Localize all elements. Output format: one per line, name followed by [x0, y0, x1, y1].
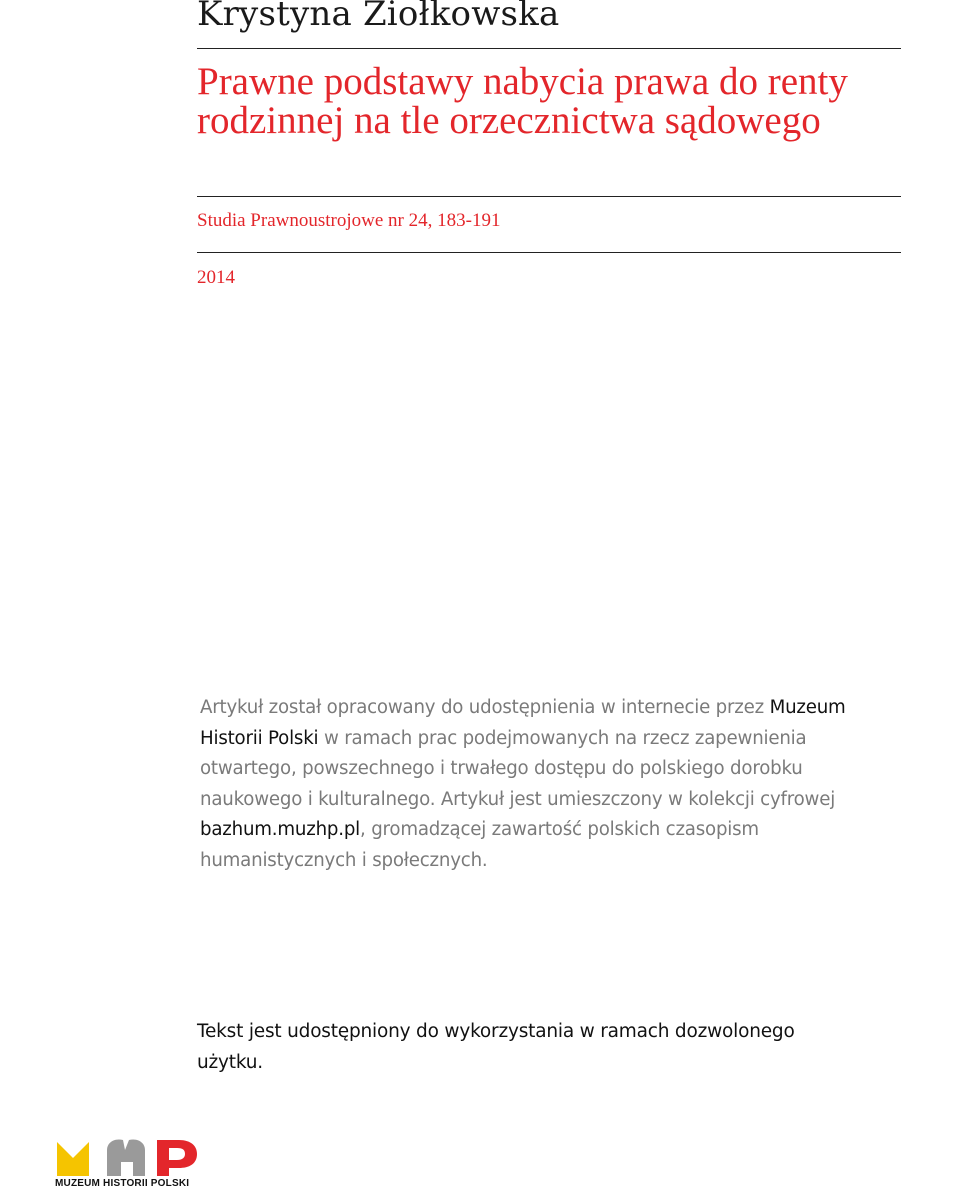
availability-notice: [200, 693, 900, 876]
museum-name: Muzeum Historii Polski: [200, 697, 846, 749]
usage-notice: Tekst jest udostępniony do wykorzystania w ramach dozwolonego użytku.: [197, 1021, 795, 1073]
notice-text: w ramach prac podejmowanych na rzecz zapewnienia otwartego, powszechnego i trwałego dostępu do polskiego dorobku naukowego i kulturalnego. Artykuł jest umieszczony w kolekcji cyfrowej: [200, 727, 836, 810]
divider: [197, 252, 901, 253]
logo-caption: MUZEUM HISTORII POLSKI: [55, 1178, 190, 1189]
notice-text: , gromadzącej zawartość polskich czasopism humanistycznych i społecznych.: [200, 819, 759, 871]
notice-text: Artykuł został opracowany do udostępnienia w internecie przez: [200, 697, 770, 718]
publication-year: 2014: [197, 267, 235, 288]
article-title: Prawne podstawy nabycia prawa do renty rodzinnej na tle orzecznictwa sądowego: [197, 60, 848, 142]
author-name: Krystyna Ziołkowska: [197, 0, 560, 34]
journal-citation: Studia Prawnoustrojowe nr 24, 183-191: [197, 210, 501, 231]
divider: [197, 196, 901, 197]
divider: [197, 48, 901, 49]
collection-link[interactable]: bazhum.muzhp.pl: [200, 819, 361, 840]
